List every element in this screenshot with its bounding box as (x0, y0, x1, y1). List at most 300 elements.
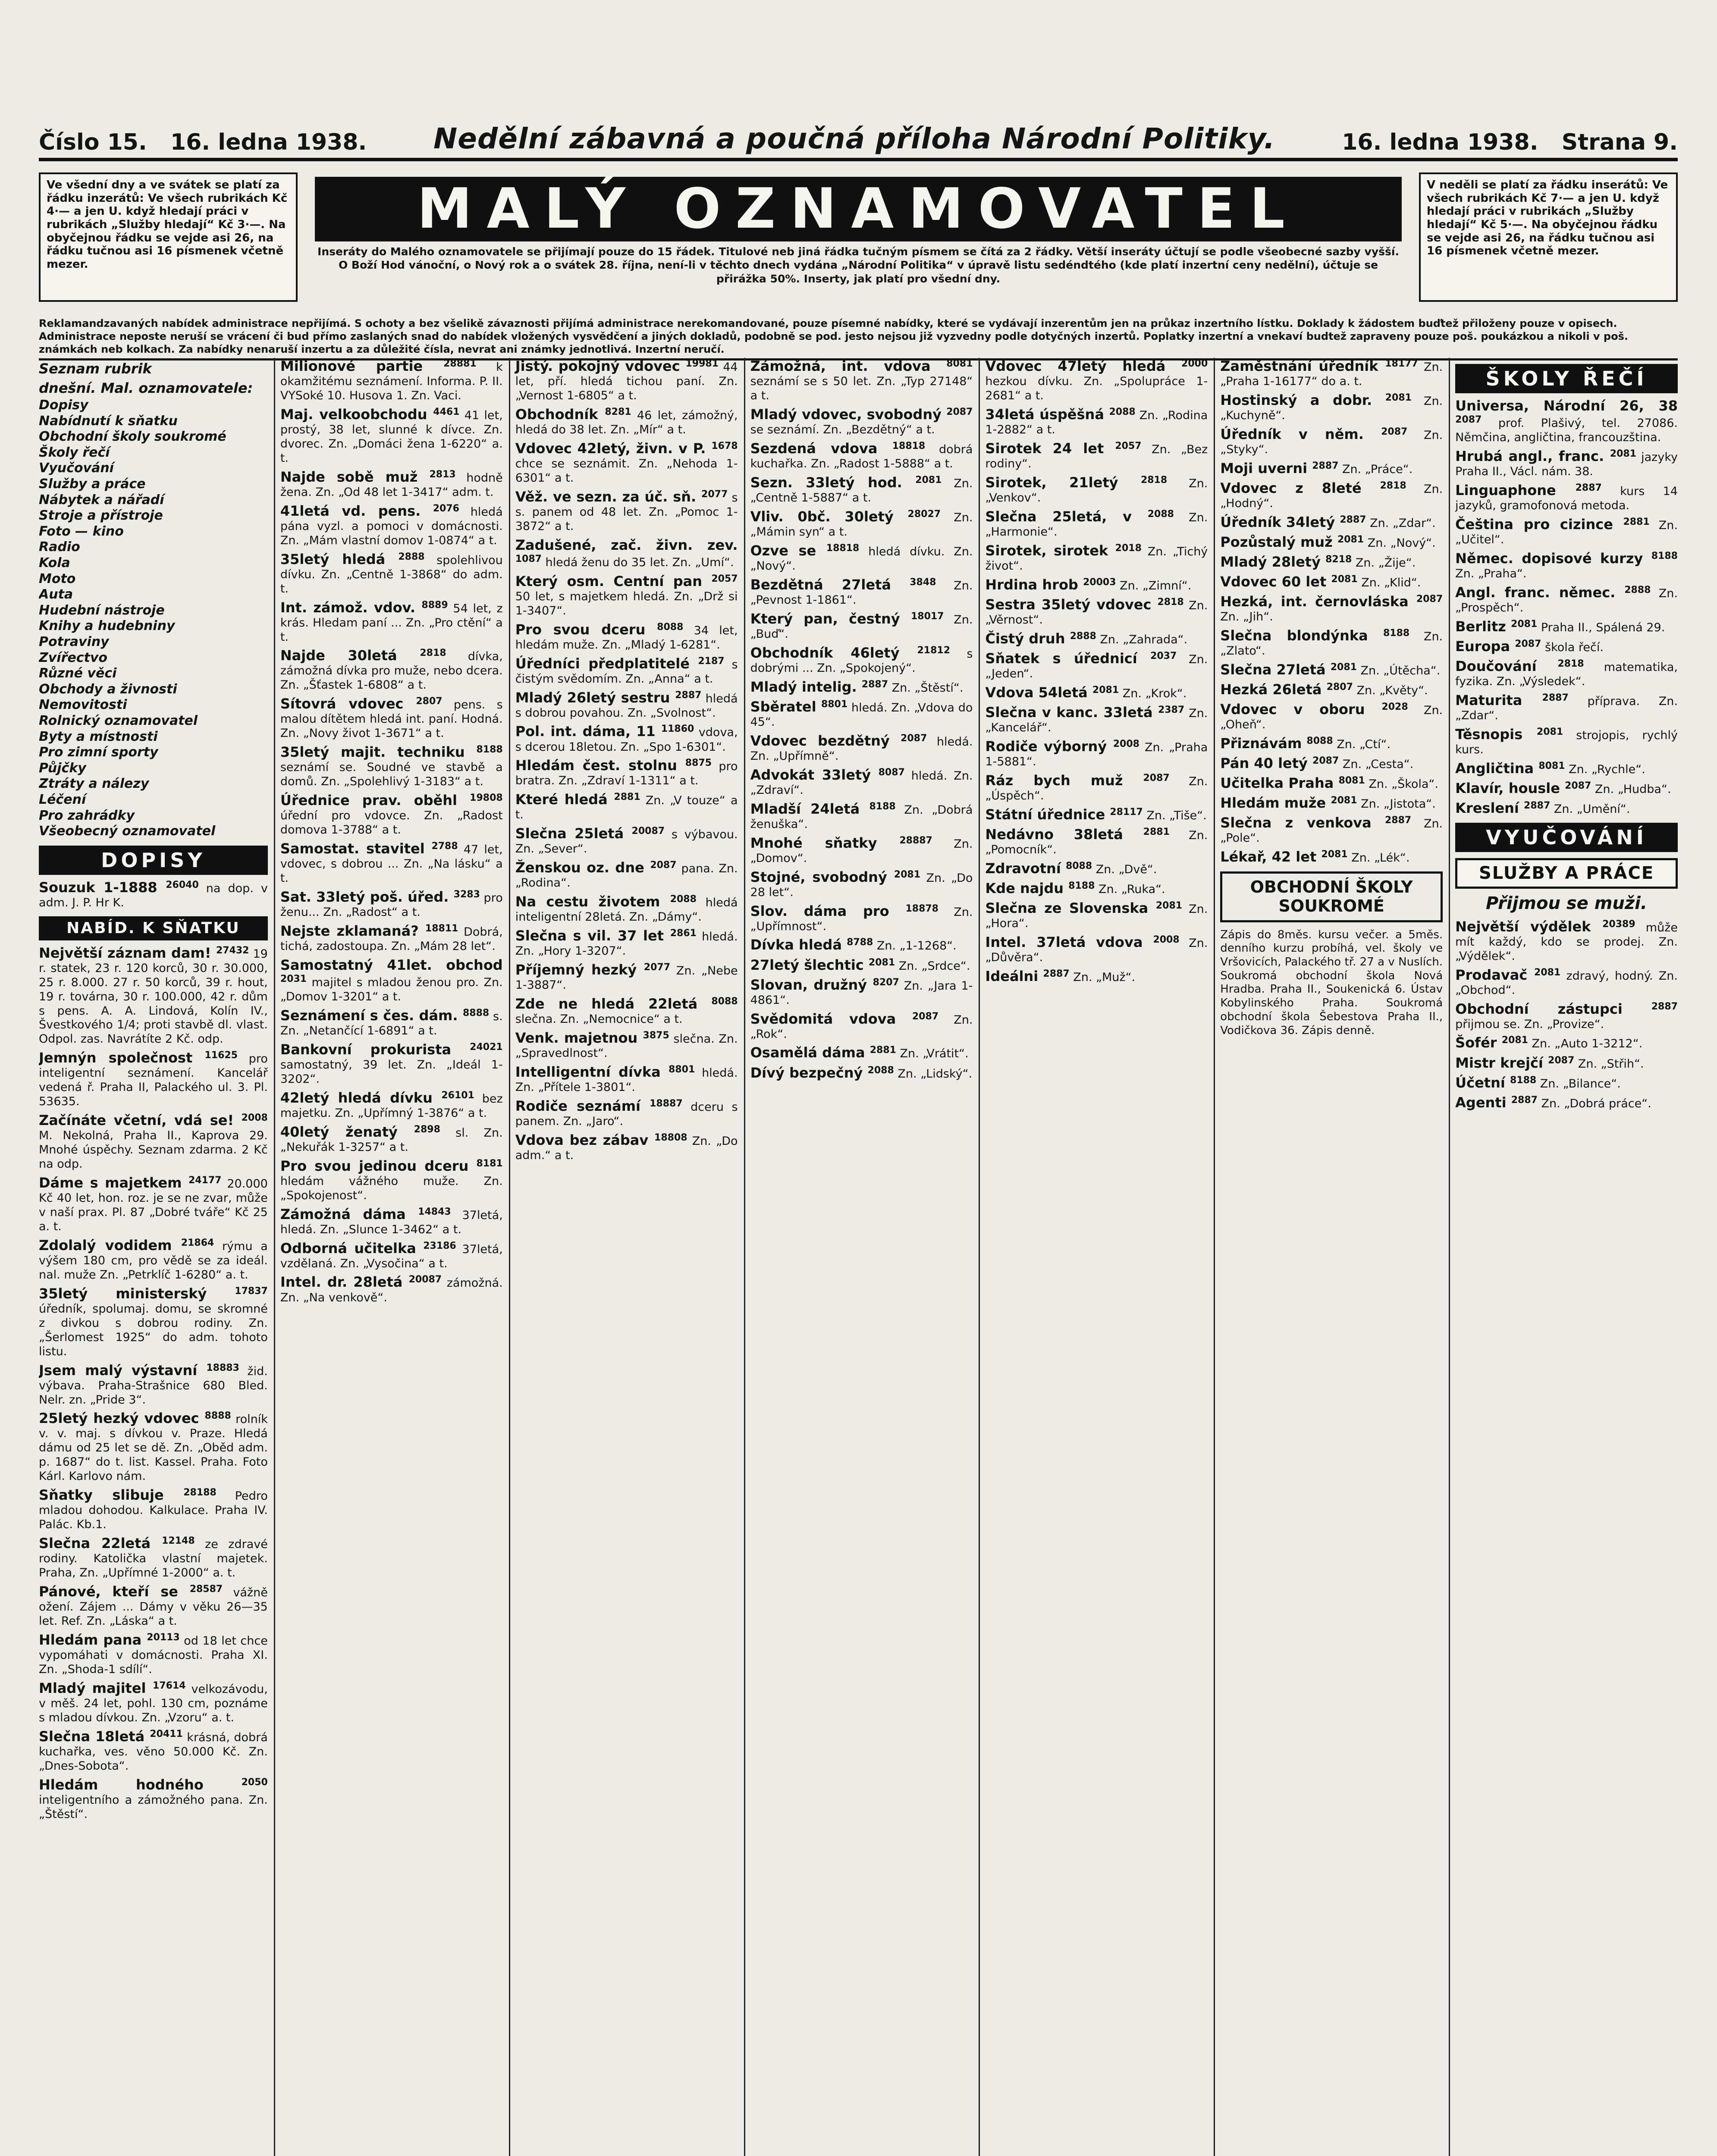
ad-text: Zn. „Rok“. (750, 1013, 973, 1041)
index-item: Různé věci (39, 666, 117, 681)
ad-number: 2088 (867, 1065, 894, 1076)
classified-ad (280, 792, 503, 837)
classified-ad (39, 1410, 268, 1484)
index-item: Léčení (39, 792, 86, 807)
ad-headline: Sirotek, sirotek (985, 542, 1115, 559)
ad-headline: Slečna 25letá, v (985, 508, 1148, 525)
column-6-ads (1220, 358, 1443, 865)
classified-ad (515, 825, 738, 856)
ad-number: 2037 (1150, 650, 1177, 661)
ad-number: 8081 (1538, 760, 1565, 771)
ad-headline: Vdova 54letá (985, 684, 1092, 701)
ad-number: 20113 (147, 1632, 180, 1643)
ad-text: slečna. Zn. „Nemocnice“ a t. (515, 1012, 683, 1026)
column-3-ads (515, 358, 738, 1163)
ad-text: hledá. Zn. „Hory 1-3207“. (515, 930, 738, 958)
classified-ad (985, 630, 1208, 647)
classified-ad (1455, 1001, 1678, 1032)
weekday-price-box: Ve všední dny a ve svátek se platí za řádku inzerátů: Ve všech rubrikách Kč 4·— a jen U. když hledají práci v rubrikách „Služby hledají“ Kč 3·—. Na obyčejnou řádku se vejde asi 26, na řádku tučnou asi 16 písmenek včetně mezer. (39, 172, 298, 302)
ad-headline: Účetní (1455, 1074, 1510, 1091)
classified-ad (280, 1240, 503, 1271)
ad-headline: Úřednice prav. oběhl (280, 792, 470, 809)
classified-ad (515, 893, 738, 924)
classified-ad (1455, 398, 1678, 445)
classified-ad (39, 1050, 268, 1109)
classified-ad (280, 1124, 503, 1155)
ad-text: škola řečí. (1541, 640, 1604, 654)
ad-number: 11860 (661, 724, 694, 735)
classified-ad (1455, 726, 1678, 757)
ad-text: hledá. Zn. „Zdraví“. (750, 769, 973, 797)
ad-number: 11625 (204, 1050, 238, 1061)
ad-headline: Úředník v něm. (1220, 426, 1381, 442)
ad-headline: Slečna 18letá (39, 1728, 150, 1745)
masthead-page (1342, 129, 1678, 155)
classified-ad (1220, 849, 1443, 865)
ad-number: 8188 (869, 801, 896, 812)
ad-number: 18887 (650, 1098, 683, 1109)
supplement-title: Nedělní zábavná a poučná příloha Národní Politiky. (433, 122, 1275, 155)
index-item: Radio (39, 539, 80, 555)
ad-text: velkozávodu, v měš. 24 let, pohl. 130 cm, poznáme s mladou dívkou. Zn. „Vzoru“ a. t. (39, 1682, 268, 1724)
ad-number: 2057 (1115, 440, 1142, 451)
ad-headline: Intelligentní dívka (515, 1064, 669, 1081)
ad-headline: Hostinský a dobr. (1220, 392, 1385, 408)
ad-text: matematika, fyzika. Zn. „Výsledek“. (1455, 660, 1678, 688)
ad-number: 12148 (162, 1536, 195, 1547)
dopisy-ads (39, 879, 268, 910)
ad-headline: Hledám čest. stolnu (515, 757, 685, 774)
ad-text: Zn. „Jih“. (1220, 610, 1273, 624)
index-subtitle: dnešní. Mal. oznamovatele: (39, 380, 253, 397)
ad-number: 2087 (1312, 755, 1339, 767)
ad-text: od 18 let chce vypomáhati v domácnosti. Praha XI. Zn. „Shoda-1 sdílí“. (39, 1634, 268, 1676)
ad-headline: Angl. franc. němec. (1455, 584, 1625, 601)
ad-number: 2898 (414, 1124, 440, 1135)
ad-headline: Který osm. Centní pan (515, 573, 712, 589)
page-label: Strana (1561, 129, 1646, 155)
classified-ad (39, 879, 268, 910)
ad-text: Zn. „Jistota“. (1357, 797, 1436, 811)
header-row (39, 172, 1678, 315)
classified-ad (985, 358, 1208, 403)
ad-number: 8218 (1325, 554, 1352, 565)
ad-number: 2807 (416, 696, 443, 707)
ad-text: dobrá kuchařka. Zn. „Radost 1-5888“ a t. (750, 442, 973, 470)
ad-headline: Sezn. 33letý hod. (750, 474, 916, 491)
index-item: Všeobecný oznamovatel (39, 824, 216, 839)
ad-text: hledá dívku. Zn. „Nový“. (750, 545, 973, 573)
ad-headline: Mladý intelig. (750, 678, 862, 695)
ad-headline: Nejste zklamaná? (280, 922, 425, 939)
ad-number: 27432 (216, 945, 249, 956)
classified-ad (985, 542, 1208, 573)
ad-headline: Dívý bezpečný (750, 1064, 868, 1081)
ad-headline: Intel. 37letá vdova (985, 934, 1153, 950)
ad-text: Zn. „Buď“. (750, 613, 973, 641)
ad-headline: Sítovrá vdovec (280, 696, 416, 712)
ad-headline: Mladý vdovec, svobodný (750, 406, 947, 423)
ad-headline: Zdolalý vodidem (39, 1237, 181, 1253)
ad-text: Zn. „Nebe 1-3887“. (515, 964, 738, 992)
ad-text: Zn. „Kancelář“. (985, 706, 1208, 734)
ad-text: dívka, zámožná dívka pro muže, nebo dcera. Zn. „Šťastek 1-6808“ a t. (280, 650, 503, 692)
classified-ad (280, 957, 503, 1004)
ad-headline: Bezdětná 27letá (750, 576, 910, 593)
ad-headline: Samostatný 41let. obchod (280, 956, 503, 973)
classified-ad (280, 923, 503, 954)
ad-headline: Slovan, družný (750, 976, 873, 993)
ad-headline: Na cestu životem (515, 893, 670, 910)
ad-headline: Stojné, svobodný (750, 868, 894, 885)
ad-text: rýmu a výšem 180 cm, pro vědě se za ideál. nal. muže Zn. „Petrklíč 1-6280“ a. t. (39, 1239, 268, 1282)
ad-text: Zn. „Hodný“. (1220, 482, 1443, 510)
classified-ad (280, 406, 503, 466)
classified-ad (750, 542, 973, 573)
classified-ad (1220, 426, 1443, 457)
ad-headline: Čeština pro cizince (1455, 516, 1623, 533)
ad-number: 2081 (1501, 1035, 1528, 1046)
ad-number: 2887 (1511, 1094, 1538, 1106)
ad-text: Zn. „Styky“. (1220, 428, 1443, 456)
classified-ad (750, 645, 973, 676)
ad-headline: Kde najdu (985, 880, 1069, 896)
classified-ad (750, 679, 973, 696)
ad-text: pro ženu... Zn. „Radost“ a t. (280, 891, 503, 919)
ad-text: Zn. „Ruka“. (1095, 882, 1165, 896)
issue-date-right: 16. ledna 1938. (1342, 129, 1538, 155)
ad-headline: Kreslení (1455, 799, 1524, 816)
ad-headline: Obchodní zástupci (1455, 1000, 1651, 1017)
ad-headline: Moji uverni (1220, 460, 1312, 476)
classified-ad (1220, 460, 1443, 477)
ad-headline: Sňatky slibuje (39, 1487, 184, 1504)
ad-text: 47 let, vdovec, s dobrou ... Zn. „Na lásku“ a t. (280, 843, 503, 885)
classified-ad (1220, 775, 1443, 792)
ad-headline: Obchodník (515, 406, 605, 423)
ad-number: 2788 (431, 841, 458, 852)
ad-text: Zn. „Upřímnost“. (750, 905, 973, 933)
ad-headline: Vdovec 60 let (1220, 573, 1331, 590)
ad-headline: 42letý hledá dívku (280, 1089, 442, 1106)
column-3 (509, 358, 738, 2156)
ad-text: Zn. „Úspěch“. (985, 774, 1208, 802)
ad-text: Zn. „Pevnost 1-1861“. (750, 579, 973, 607)
classified-ad (750, 358, 973, 403)
classified-ad (280, 1274, 503, 1305)
ad-text: Zn. „Učitel“. (1455, 518, 1678, 546)
ad-text: Zn. „Oheň“. (1220, 704, 1443, 732)
ad-headline: Mladý majitel (39, 1680, 153, 1696)
classified-ad (1220, 554, 1443, 570)
classified-ad (280, 469, 503, 500)
classified-ad (39, 1728, 268, 1774)
classified-ad (1220, 815, 1443, 846)
ad-headline: Němec. dopisové kurzy (1455, 550, 1651, 567)
ad-headline: Sestra 35letý vdovec (985, 596, 1158, 613)
classified-ad (985, 650, 1208, 681)
ad-text: k okamžitému seznámení. Informa. P. II. VYSoké 10. Husova 1. Zn. Vaci. (280, 360, 503, 402)
ad-number: 2088 (1147, 508, 1174, 520)
ad-number: 2887 (1575, 482, 1602, 493)
ad-headline: Vdovec v oboru (1220, 701, 1382, 718)
ad-text: 19 r. statek, 23 r. 120 korců, 30 r. 30.000, 25 r. 8.000. 27 r. 50 korců, 39 r. hout, 19 r. továrna, 30 r. 100.000, 42 r. dům s pens. A. A. Lindová, Kolín IV., Švestkového 1/4; proti stavbě dl. vlast. Odpol. zas. Navrátíte 2 Kč. odp. (39, 947, 268, 1046)
classified-ad (985, 900, 1208, 931)
ad-headline: Seznámení s čes. dám. (280, 1007, 463, 1024)
index-item: Nabídnutí k sňatku (39, 413, 178, 429)
ad-headline: Ozve se (750, 542, 826, 559)
ad-text: inteligentního a zámožného pana. Zn. „Štěstí“. (39, 1793, 268, 1821)
ad-text: vážně ožení. Zájem ... Dámy v věku 26—35 let. Ref. Zn. „Láska“ a t. (39, 1586, 268, 1628)
classified-ad (985, 772, 1208, 803)
ad-text: rolník v. v. maj. s dívkou v. Praze. Hledá dámu od 25 let se dě. Zn. „Oběd adm. p. 1687“ do t. list. Kassel. Praha. Foto Kárl. Karlovo nám. (39, 1413, 268, 1483)
ad-headline: Věž. ve sezn. za úč. sň. (515, 488, 702, 505)
ad-headline: Zámožná dáma (280, 1206, 418, 1222)
classified-ad (985, 880, 1208, 897)
ad-headline: Slečna s vil. 37 let (515, 928, 670, 944)
classified-ad (1220, 755, 1443, 772)
ad-headline: Hrubá angl., franc. (1455, 448, 1610, 465)
ad-number: 2087 (1143, 772, 1170, 783)
classified-ad (985, 440, 1208, 471)
ad-text: hledá inteligentní 28letá. Zn. „Dámy“. (515, 896, 738, 924)
classified-ad (1220, 392, 1443, 423)
ad-text: Zn. „Ctí“. (1333, 738, 1391, 751)
ad-text: hledá. Zn. „Vdova do 45“. (750, 701, 973, 729)
classified-ad (515, 928, 738, 959)
ad-headline: Příjemný hezký (515, 962, 644, 978)
masthead (39, 121, 1678, 161)
ad-number: 2081 (1337, 534, 1364, 545)
classified-ad (280, 744, 503, 789)
ad-text: na dop. v adm. J. P. Hr K. (39, 881, 268, 909)
classified-ad (985, 508, 1208, 539)
classified-ad (750, 903, 973, 934)
classified-ad (1220, 795, 1443, 812)
index-item: Rolnický oznamovatel (39, 713, 198, 728)
classified-ad (1455, 584, 1678, 615)
index-item: Hudební nástroje (39, 602, 165, 618)
ad-headline: Vdovec 47letý hledá (985, 358, 1182, 374)
classified-ad (1220, 534, 1443, 551)
classified-ad (1455, 692, 1678, 723)
classified-ad (1455, 658, 1678, 689)
ad-headline: Linguaphone (1455, 482, 1576, 498)
classified-ad (750, 406, 973, 437)
classified-ad (750, 835, 973, 866)
ad-number: 8188 (1510, 1075, 1537, 1086)
classified-ad (39, 1680, 268, 1725)
index-item: Pro zahrádky (39, 808, 135, 823)
ad-headline: Berlitz (1455, 618, 1511, 635)
ad-text: příprava. Zn. „Zdar“. (1455, 694, 1678, 722)
ad-text: slečna. Zn. „Spravedlnost“. (515, 1032, 738, 1060)
ad-text: Zn. „Květy“. (1353, 684, 1428, 697)
classified-ad (1455, 550, 1678, 581)
ad-number: 2887 (1651, 1001, 1678, 1012)
ad-headline: Jistý. pokojný vdovec (515, 358, 686, 374)
ad-headline: Pro svou dceru (515, 621, 657, 638)
ad-number: 17837 (235, 1285, 268, 1297)
ad-number: 2818 (1157, 596, 1184, 608)
index-item: Vyučování (39, 461, 114, 476)
index-list (39, 398, 268, 840)
ad-text: 41 let, prostý, 38 let, slunné k dívce. Zn. dvorec. Zn. „Domáci žena 1-6220“ a. t. (280, 408, 503, 465)
ad-headline: Universa, Národní 26, 38 (1455, 398, 1678, 414)
sunday-price-box: V neděli se platí za řádku inserátů: Ve všech rubrikách Kč 7·— a jen U. když hledají práci v rubrikách „Služby hledají“ Kč 5·—. Na obyčejnou řádku se vejde asi 26, na řádku tučnou asi 16 písmenek včetně mezer. (1419, 172, 1678, 302)
ad-text: hledá pána vyzl. a pomoci v domácnosti. Zn. „Mám vlastní domov 1-0874“ a t. (280, 505, 503, 547)
administration-notice: Reklamandzavaných nabídek administrace nepřijímá. S ochoty a bez všelikě závaznosti přijímá administrace nerekomandované, pouze písemné nabídky, které se vydávají inzerentům jen na průkaz inzertního lístku. Doklady k žádostem buďtež přiloženy pouze v opisech. Administrace neposte neruší se vrácení či bud přímo zaslaných snad do nabídek vložených vysvědčení a jiných dokladů, podobně se pod. jesto nejsou již vyzvedny podle dotyčných inzertů. Poplatky inzertní a vnekaví budtež zapraveny pouze poš. poukázkou a nikoli v poš. známkách neb kolkach. Za nabídky nenaruší inzertu a za důležité čísla, nevrat ani známky jednotlivá. Inzertní neručí. (39, 317, 1678, 360)
ad-number: 2887 (861, 679, 888, 690)
ad-number: 8188 (476, 744, 503, 755)
snatek-ads (39, 945, 268, 1822)
classified-ad (280, 503, 503, 548)
ad-number: 18811 (425, 923, 458, 934)
ad-text: seznámí se s 50 let. Zn. „Typ 27148“ a t. (750, 375, 973, 402)
ad-number: 2081 (868, 957, 895, 968)
ad-text: může mít každý, kdo se prodej. Zn. „Výdělek“. (1455, 921, 1678, 963)
classified-ad (515, 1132, 738, 1163)
ad-text: Zn. „Jara 1-4861“. (750, 979, 973, 1007)
ad-text: Zn. „Žije“. (1352, 556, 1416, 570)
ad-headline: 35letý hledá (280, 551, 399, 567)
classified-ad (985, 826, 1208, 857)
ad-text: sl. Zn. „Nekuřák 1-3257“ a t. (280, 1126, 503, 1154)
classified-ad (1220, 627, 1443, 658)
ad-number: 2818 (420, 648, 446, 659)
ad-text: 50 let, s majetkem hledá. Zn. „Drž si 1-3407“. (515, 589, 738, 617)
classified-ad (1220, 358, 1443, 389)
ad-number: 2028 (1381, 702, 1408, 713)
ad-number: 2887 (1385, 815, 1412, 826)
ad-text: Zn. „Praha 1-5881“. (985, 740, 1208, 768)
commercial-schools-title: OBCHODNÍ ŠKOLY SOUKROMÉ (1250, 877, 1413, 915)
ad-number: 2813 (429, 469, 456, 480)
classified-ad (985, 860, 1208, 877)
ad-number: 2081 (1092, 684, 1119, 696)
ad-headline: Milionové partie (280, 358, 444, 374)
classified-ad (985, 738, 1208, 769)
ad-number: 2081 (1610, 448, 1637, 460)
ad-text: Zn. „Vrátit“. (896, 1047, 969, 1061)
ad-headline: Největší záznam dam! (39, 944, 216, 961)
classified-ad (515, 1064, 738, 1095)
classified-ad (515, 440, 738, 486)
ad-text: s výbavou. Zn. „Sever“. (515, 828, 738, 856)
ad-headline: Slečna z venkova (1220, 815, 1385, 831)
ad-headline: 40letý ženatý (280, 1123, 414, 1140)
ad-number: 3875 (643, 1030, 669, 1041)
ad-headline: Mladý 26letý sestru (515, 689, 675, 706)
ad-text: úředník, spolumaj. domu, se skromné z divkou s dobrou rodiny. Zn. „Šerlomest 1925“ do adm. tohoto listu. (39, 1302, 268, 1358)
ad-number: 24021 (470, 1041, 503, 1053)
classified-ad (750, 508, 973, 539)
ad-number: 3283 (453, 889, 480, 900)
ad-text: Zn. „Důvěra“. (985, 936, 1208, 964)
classified-ad (515, 358, 738, 403)
ad-number: 8088 (1065, 860, 1092, 871)
ad-text: Zn. „Jeden“. (985, 652, 1208, 680)
ad-number: 14843 (418, 1206, 451, 1217)
ad-number: 1087 (515, 553, 542, 564)
ad-headline: Zaměstnání úředník (1220, 358, 1385, 374)
ad-headline: Pro svou jedinou dceru (280, 1157, 477, 1174)
ad-number: 8207 (873, 977, 899, 988)
ad-headline: Slečna ze Slovenska (985, 899, 1156, 916)
commercial-schools-box (1220, 871, 1443, 922)
ad-number: 2050 (241, 1777, 268, 1788)
classified-ad (750, 699, 973, 730)
ad-text: prof. Plašivý, tel. 27086. Němčina, angličtina, francouzština. (1455, 417, 1678, 445)
ad-headline: Slečna blondýnka (1220, 627, 1383, 644)
ad-headline: Sběratel (750, 698, 821, 715)
ad-text: krásná, dobrá kuchařka, ves. věno 50.000 Kč. Zn. „Dnes-Sobota“. (39, 1730, 268, 1773)
ad-text: Zn. „Praha 1-16177“ do a. t. (1220, 360, 1443, 389)
ad-number: 28117 (1110, 806, 1143, 818)
ad-text: Zn. „Harmonie“. (985, 511, 1208, 539)
classified-ad (750, 474, 973, 505)
ad-number: 2888 (1624, 584, 1651, 595)
ad-number: 2087 (912, 1011, 939, 1022)
classified-ad (985, 577, 1208, 593)
ad-text: Zn. „Nový“. (1364, 536, 1436, 550)
classified-ad (750, 957, 973, 974)
ad-number: 2008 (1113, 738, 1139, 749)
ad-number: 20003 (1083, 577, 1116, 588)
index-item: Dopisy (39, 398, 88, 413)
ad-headline: Hrdina hrob (985, 576, 1083, 593)
ad-headline: Sňatek s úřednicí (985, 650, 1151, 667)
index-item: Ztráty a nálezy (39, 776, 149, 792)
classified-ad (515, 962, 738, 993)
ad-headline: Slečna v kanc. 33letá (985, 704, 1158, 721)
ad-text: jazyky Praha II., Václ. nám. 38. (1455, 451, 1678, 479)
ad-number: 20411 (150, 1728, 183, 1739)
ad-number: 8181 (476, 1158, 503, 1169)
ad-text: Zn. „Hudba“. (1591, 782, 1671, 796)
index-title: Seznam rubrik (39, 360, 152, 377)
ad-text: 37letá, vzdělaná. Zn. „Vysočina“ a t. (280, 1242, 503, 1270)
classified-ad (985, 704, 1208, 735)
column-5 (979, 358, 1208, 2156)
ad-text: spolehlivou dívku. Zn. „Centně 1-3868“ do adm. t. (280, 553, 503, 595)
section-vyucovani: VYUČOVÁNÍ (1455, 823, 1678, 852)
ad-number: 2088 (670, 894, 697, 905)
section-snatek: NABÍD. K SŇATKU (39, 916, 268, 940)
ad-text: Zn. „Pomocník“. (985, 828, 1208, 856)
ad-number: 8788 (847, 937, 873, 948)
ad-number: 2081 (1331, 795, 1357, 806)
classified-ad (515, 757, 738, 788)
ad-headline: 35letý ministerský (39, 1285, 235, 1302)
issue-date: 16. ledna 1938. (170, 129, 367, 155)
ad-text: Zn. „Práce“. (1338, 462, 1413, 476)
ad-text: Zn. „1-1268“. (873, 939, 957, 953)
classified-ad (985, 968, 1208, 985)
classified-ad (1455, 800, 1678, 817)
ad-headline: Ráz bych muž (985, 772, 1143, 789)
index-item: Kola (39, 555, 70, 570)
classified-ad (1220, 514, 1443, 531)
ad-text: Zn. „Dobrá práce“. (1537, 1097, 1651, 1110)
ad-headline: 34letá úspěšná (985, 406, 1109, 423)
language-schools-ads (1455, 398, 1678, 817)
index-item: Foto — kino (39, 523, 124, 539)
ad-number: 17614 (153, 1680, 186, 1691)
ad-text: přijmou se. Zn. „Provize“. (1455, 1017, 1604, 1031)
classified-ad (1220, 701, 1443, 732)
classified-ad (39, 1112, 268, 1172)
